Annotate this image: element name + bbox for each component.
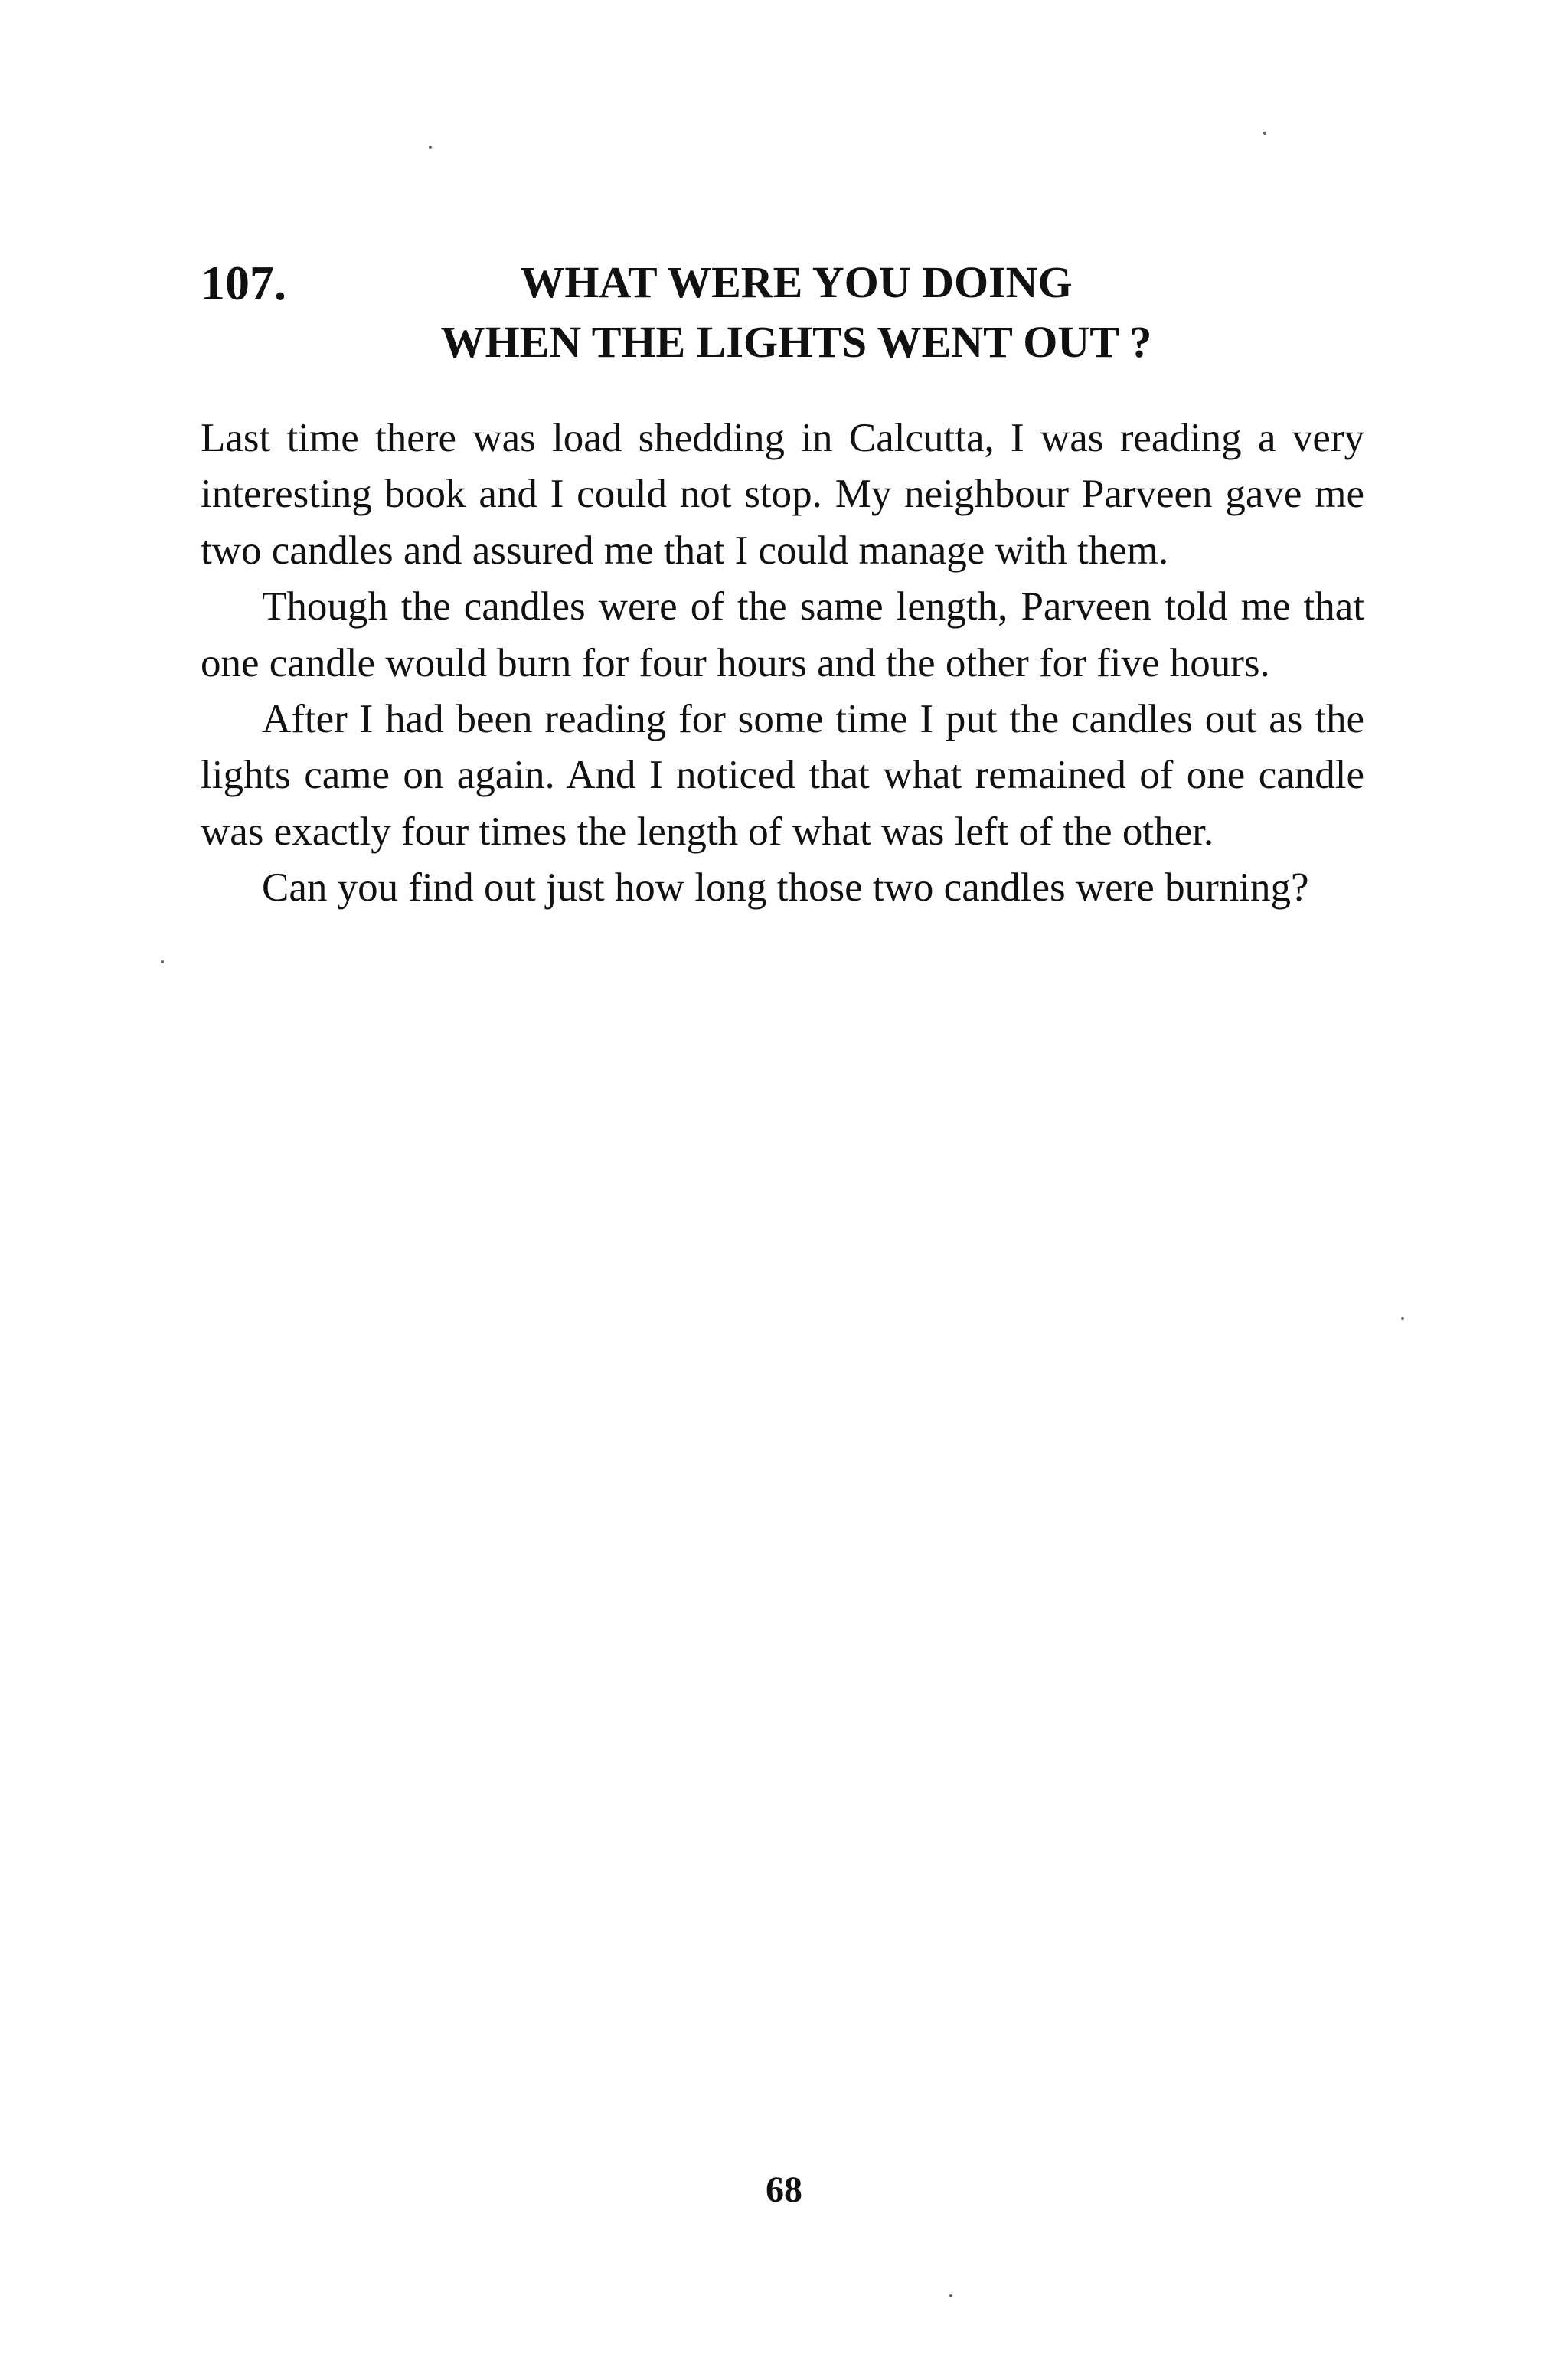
scan-speck	[429, 146, 432, 149]
puzzle-title-line-1: WHAT WERE YOU DOING	[520, 257, 1073, 307]
paragraph-2: Though the candles were of the same length, Parveen told me that one candle would burn for four hours and the other for five hours.	[201, 584, 1364, 685]
puzzle-title	[291, 253, 1302, 372]
paragraph-1: Last time there was load shedding in Calcutta, I was reading a very interesting book and I could not stop. My neighbour Parveen gave me two candles and assured me that I could manage with them.	[201, 416, 1364, 573]
puzzle-body	[201, 410, 1364, 917]
scan-speck	[1263, 132, 1266, 135]
puzzle-number: 107.	[201, 256, 286, 310]
paragraph-3: After I had been reading for some time I put the candles out as the lights came on again. And I noticed that what remained of one candle was exactly four times the length of what was left of the other.	[201, 697, 1364, 854]
scan-speck	[1401, 1317, 1404, 1320]
puzzle-title-line-2: WHEN THE LIGHTS WENT OUT ?	[440, 317, 1152, 367]
scan-speck	[161, 960, 164, 963]
page-number: 68	[766, 2169, 802, 2210]
scan-speck	[949, 2294, 952, 2297]
paragraph-4: Can you find out just how long those two candles were burning?	[262, 865, 1309, 911]
